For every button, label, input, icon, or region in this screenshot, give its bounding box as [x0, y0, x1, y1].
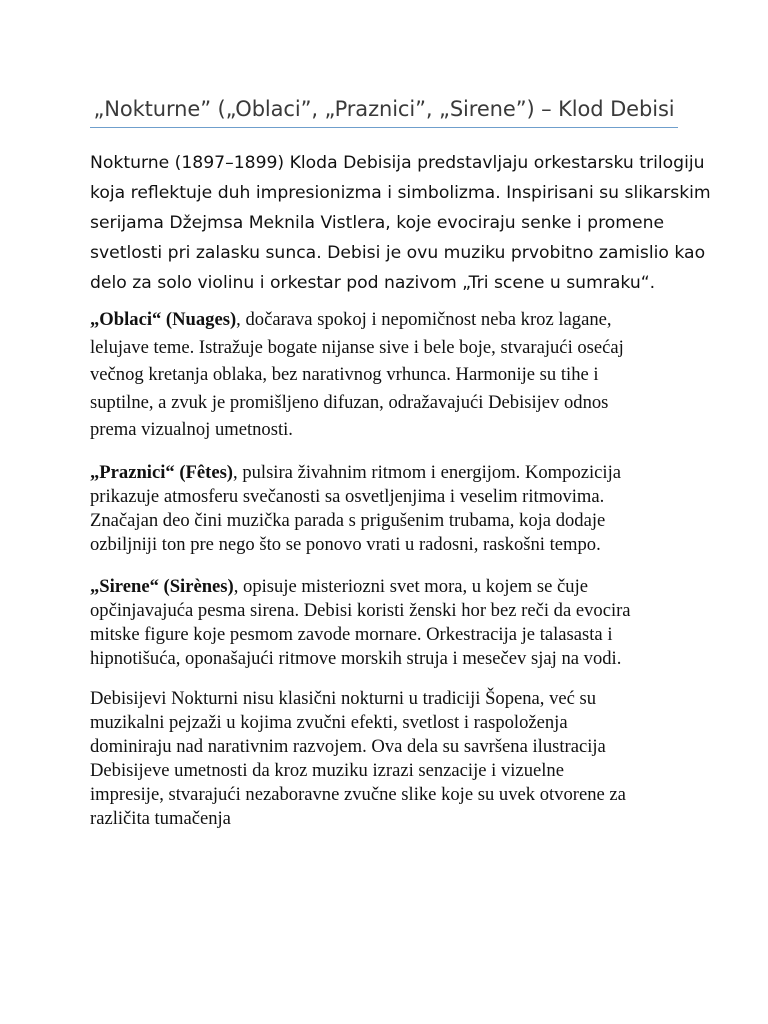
intro-line: Nokturne (1897–1899) Kloda Debisija predstavljaju orkestarsku trilogiju — [90, 153, 705, 173]
sirene-line: hipnotišuća, oponašajući ritmove morskih struja i mesečev sjaj na vodi. — [90, 648, 622, 669]
intro-paragraph — [90, 148, 711, 298]
praznici-heading: „Praznici“ (Fêtes) — [90, 462, 234, 483]
sirene-text: , opisuje misteriozni svet mora, u kojem se čuje — [233, 576, 588, 597]
praznici-line: prikazuje atmosferu svečanosti sa osvetljenjima i veselim ritmovima. — [90, 486, 605, 507]
intro-line: koja reflektuje duh impresionizma i simbolizma. Inspirisani su slikarskim — [90, 183, 711, 203]
oblaci-line: prema vizualnoj umetnosti. — [90, 419, 293, 440]
oblaci-line: lelujave teme. Istražuje bogate nijanse sive i bele boje, stvarajući osećaj — [90, 336, 624, 358]
conclusion-line: dominiraju nad narativnim razvojem. Ova dela su savršena ilustracija — [90, 736, 606, 757]
oblaci-first-line — [90, 306, 690, 334]
sirene-paragraph — [90, 575, 690, 671]
oblaci-paragraph — [90, 306, 690, 444]
praznici-line: ozbiljniji ton pre nego što se ponovo vrati u radosni, raskošni tempo. — [90, 534, 601, 555]
sirene-line: opčinjavajuća pesma sirena. Debisi koristi ženski hor bez reči da evocira — [90, 600, 631, 621]
sirene-heading: „Sirene“ (Sirènes) — [90, 576, 234, 597]
oblaci-text: , dočarava spokoj i nepomičnost neba kroz lagane, — [236, 309, 612, 330]
oblaci-heading: „Oblaci“ (Nuages) — [90, 309, 237, 330]
document-title: „Nokturne” („Oblaci”, „Praznici”, „Sirene”) – Klod Debisi — [93, 97, 675, 121]
intro-line: svetlosti pri zalasku sunca. Debisi je ovu muziku prvobitno zamislio kao — [90, 243, 706, 263]
conclusion-line: impresije, stvarajući nezaboravne zvučne slike koje su uvek otvorene za — [90, 784, 626, 805]
conclusion-line: muzikalni pejzaži u kojima zvučni efekti, svetlost i raspoloženja — [90, 712, 568, 733]
oblaci-line: večnog kretanja oblaka, bez narativnog vrhunca. Harmonije su tihe i — [90, 364, 599, 385]
conclusion-paragraph — [90, 687, 690, 831]
praznici-first-line — [90, 461, 690, 485]
title-underline — [90, 127, 678, 128]
praznici-line: Značajan deo čini muzička parada s prigušenim trubama, koja dodaje — [90, 510, 606, 531]
conclusion-line: Debisijeve umetnosti da kroz muziku izrazi senzacije i vizuelne — [90, 760, 564, 781]
oblaci-line: suptilne, a zvuk je promišljeno difuzan, odražavajući Debisijev odnos — [90, 391, 609, 413]
praznici-text: , pulsira živahnim ritmom i energijom. Kompozicija — [233, 462, 621, 483]
intro-line: delo za solo violinu i orkestar pod nazivom „Tri scene u sumraku“. — [90, 273, 656, 293]
sirene-line: mitske figure koje pesmom zavode mornare. Orkestracija je talasasta i — [90, 624, 613, 645]
intro-line: serijama Džejmsa Meknila Vistlera, koje evociraju senke i promene — [90, 213, 665, 233]
conclusion-line: Debisijevi Nokturni nisu klasični nokturni u tradiciji Šopena, već su — [90, 688, 597, 709]
praznici-paragraph — [90, 461, 690, 557]
conclusion-line: različita tumačenja — [90, 808, 231, 829]
sirene-first-line — [90, 575, 690, 599]
